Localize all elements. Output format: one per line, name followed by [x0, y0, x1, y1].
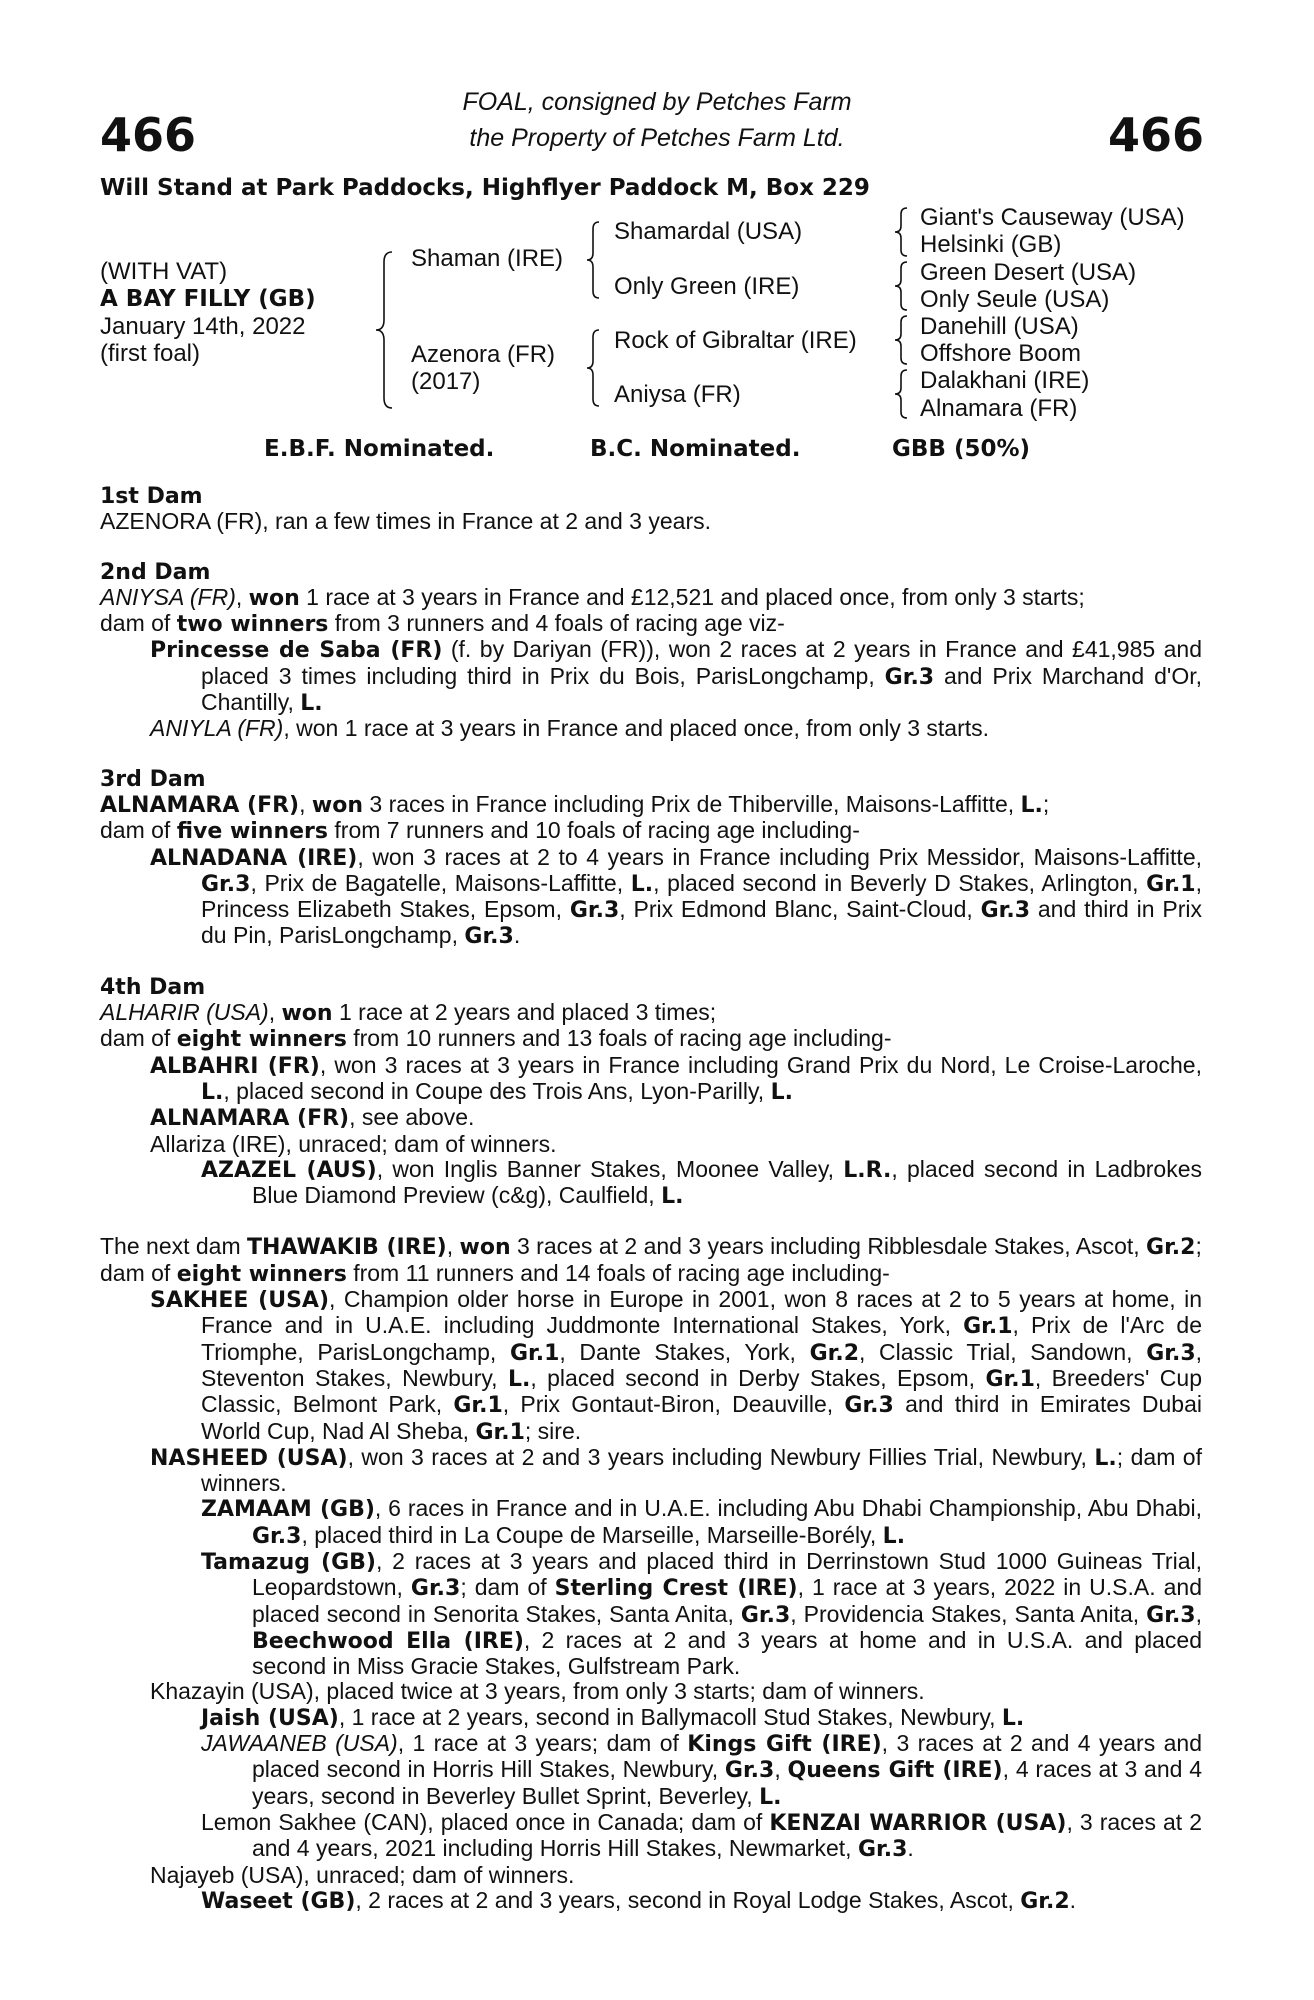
pedigree-entry: dam of eight winners from 11 runners and 14 foals of racing age including-	[100, 1259, 890, 1287]
horse-name: A BAY FILLY (GB)	[100, 286, 316, 312]
pedigree-brace-gen1	[372, 250, 396, 410]
pedigree-brace-gen2	[583, 220, 603, 300]
dam-section	[100, 484, 1202, 535]
vat-note: (WITH VAT)	[100, 258, 228, 285]
pedigree-entry: ALNAMARA (FR), see above.	[150, 1104, 475, 1132]
pedigree-entry: SAKHEE (USA), Champion older horse in Europe in 2001, won 8 races at 2 to 5 years at home, in France and in U.A.E. including Juddmonte International Stakes, York, Gr.1, Prix de l'Arc de Triomphe, ParisLongchamp, Gr.1, Dante Stakes, York, Gr.2, Classic Trial, Sandown, Gr.3, Steventon Stakes, Newbury, L., placed second in Derby Stakes, Epsom, Gr.1, Breeders' Cup Classic, Belmont Park, Gr.1, Prix Gontaut-Biron, Deauville, Gr.3 and third in Emirates Dubai World Cup, Nad Al Sheba, Gr.1; sire.	[150, 1286, 1203, 1445]
pedigree-brace-gen2	[583, 328, 603, 408]
pedigree-entry: Waseet (GB), 2 races at 2 and 3 years, second in Royal Lodge Stakes, Ascot, Gr.2.	[201, 1886, 1077, 1914]
pedigree-gen3: Giant's Causeway (USA)	[920, 204, 1185, 231]
pedigree-brace-gen3	[891, 206, 911, 258]
pedigree-entry: AZENORA (FR), ran a few times in France at 2 and 3 years.	[100, 508, 711, 535]
pedigree-brace-gen3	[891, 260, 911, 312]
pedigree-entry: Tamazug (GB), 2 races at 3 years and placed third in Derrinstown Stud 1000 Guineas Trial, Leopardstown, Gr.3; dam of Sterling Crest (IRE), 1 race at 3 years, 2022 in U.S.A. and placed second in Senorita Stakes, Santa Anita, Gr.3, Providencia Stakes, Santa Anita, Gr.3, Beechwood Ella (IRE), 2 races at 2 and 3 years at home and in U.S.A. and placed second in Miss Gracie Stakes, Gulfstream Park.	[201, 1547, 1203, 1680]
pedigree-entry: The next dam THAWAKIB (IRE), won 3 races at 2 and 3 years including Ribblesdale Stakes, Ascot, Gr.2;	[100, 1233, 1202, 1261]
pedigree-entry: Jaish (USA), 1 race at 2 years, second in Ballymacoll Stud Stakes, Newbury, L.	[201, 1703, 1025, 1731]
pedigree-gen3: Only Seule (USA)	[920, 286, 1110, 313]
pedigree-entry: NASHEED (USA), won 3 races at 2 and 3 years including Newbury Fillies Trial, Newbury, L.; dam of winners.	[150, 1443, 1202, 1497]
lot-number-left: 466	[100, 108, 197, 162]
lot-number-right: 466	[1107, 108, 1204, 162]
pedigree-brace-gen3	[891, 368, 911, 420]
pedigree-entry: dam of eight winners from 10 runners and 13 foals of racing age including-	[100, 1025, 892, 1053]
consignor-line: FOAL, consigned by Petches Farm	[462, 88, 852, 116]
pedigree-entry: Princesse de Saba (FR) (f. by Dariyan (FR)), won 2 races at 2 years in France and £41,985 and placed 3 times including third in Prix du Bois, ParisLongchamp, Gr.3 and Prix Marchand d'Or, Chantilly, L.	[150, 636, 1202, 717]
pedigree-entry: dam of two winners from 3 runners and 4 foals of racing age viz-	[100, 610, 785, 638]
pedigree-gen3: Green Desert (USA)	[920, 259, 1137, 286]
pedigree-gen3: Alnamara (FR)	[920, 395, 1078, 422]
pedigree-entry: ANIYSA (FR), won 1 race at 3 years in France and £12,521 and placed once, from only 3 starts;	[100, 583, 1085, 611]
dam-heading: 3rd Dam	[100, 766, 206, 792]
dam-heading: 4th Dam	[100, 974, 206, 1000]
pedigree-entry: dam of five winners from 7 runners and 10 foals of racing age including-	[100, 817, 860, 845]
pedigree-gen2: Only Green (IRE)	[614, 273, 800, 300]
dam-heading: 1st Dam	[100, 484, 203, 509]
consignor-block	[0, 84, 1314, 162]
dam-section	[100, 560, 1202, 742]
pedigree-entry: Lemon Sakhee (CAN), placed once in Canada; dam of KENZAI WARRIOR (USA), 3 races at 2 and 4 years, 2021 including Horris Hill Stakes, Newmarket, Gr.3.	[201, 1808, 1202, 1863]
pedigree-entry: ALBAHRI (FR), won 3 races at 3 years in France including Grand Prix du Nord, Le Croise-Laroche, L., placed second in Coupe des Trois Ans, Lyon-Parilly, L.	[150, 1051, 1202, 1105]
dam-heading: 2nd Dam	[100, 559, 211, 585]
dam-section	[100, 975, 1202, 1210]
foaling-date: January 14th, 2022	[100, 313, 306, 340]
pedigree-entry: ALNADANA (IRE), won 3 races at 2 to 4 years in France including Prix Messidor, Maisons-Laffitte, Gr.3, Prix de Bagatelle, Maisons-Laffitte, L., placed second in Beverly D Stakes, Arlington, Gr.1, Princess Elizabeth Stakes, Epsom, Gr.3, Prix Edmond Blanc, Saint-Cloud, Gr.3 and third in Prix du Pin, ParisLongchamp, Gr.3.	[150, 843, 1202, 950]
dam-section	[100, 1234, 1202, 1914]
dam-section	[100, 767, 1202, 950]
pedigree-entry: ALHARIR (USA), won 1 race at 2 years and placed 3 times;	[100, 999, 717, 1027]
pedigree-gen3: Offshore Boom	[920, 340, 1081, 367]
pedigree-entry: Allariza (IRE), unraced; dam of winners.	[150, 1130, 557, 1157]
pedigree-gen2: Shamardal (USA)	[614, 218, 803, 245]
foal-note: (first foal)	[100, 340, 201, 367]
pedigree-entry: Najayeb (USA), unraced; dam of winners.	[150, 1861, 575, 1888]
pedigree-entry: ALNAMARA (FR), won 3 races in France including Prix de Thiberville, Maisons-Laffitte, L.;	[100, 790, 1050, 818]
pedigree-gen2: Rock of Gibraltar (IRE)	[614, 327, 857, 354]
pedigree-entry: ANIYLA (FR), won 1 race at 3 years in France and placed once, from only 3 starts.	[150, 715, 990, 742]
pedigree-entry: JAWAANEB (USA), 1 race at 3 years; dam of Kings Gift (IRE), 3 races at 2 and 4 years and placed second in Horris Hill Stakes, Newbury, Gr.3, Queens Gift (IRE), 4 races at 3 and 4 years, second in Beverley Bullet Sprint, Beverley, L.	[201, 1730, 1203, 1810]
dam-records	[100, 484, 1202, 1939]
pedigree-gen2: Aniysa (FR)	[614, 381, 741, 408]
pedigree-entry: Khazayin (USA), placed twice at 3 years, from only 3 starts; dam of winners.	[150, 1678, 925, 1705]
pedigree-gen3: Helsinki (GB)	[920, 231, 1062, 258]
ebf-nomination: E.B.F. Nominated.	[264, 436, 495, 462]
gbb-nomination: GBB (50%)	[892, 436, 1031, 462]
sire-name: Shaman (IRE)	[411, 245, 564, 272]
bc-nomination: B.C. Nominated.	[590, 436, 801, 462]
pedigree-gen3: Dalakhani (IRE)	[920, 367, 1090, 394]
pedigree-entry: ZAMAAM (GB), 6 races in France and in U.A.E. including Abu Dhabi Championship, Abu Dhabi, Gr.3, placed third in La Coupe de Marseille, Marseille-Borély, L.	[201, 1495, 1203, 1549]
pedigree-brace-gen3	[891, 314, 911, 366]
stand-location: Will Stand at Park Paddocks, Highflyer Paddock M, Box 229	[100, 175, 870, 201]
property-line: the Property of Petches Farm Ltd.	[469, 124, 845, 152]
dam-year: (2017)	[411, 368, 481, 395]
pedigree-gen3: Danehill (USA)	[920, 313, 1079, 340]
dam-name: Azenora (FR)	[411, 341, 556, 368]
pedigree-entry: AZAZEL (AUS), won Inglis Banner Stakes, Moonee Valley, L.R., placed second in Ladbrokes Blue Diamond Preview (c&g), Caulfield, L.	[201, 1155, 1202, 1210]
